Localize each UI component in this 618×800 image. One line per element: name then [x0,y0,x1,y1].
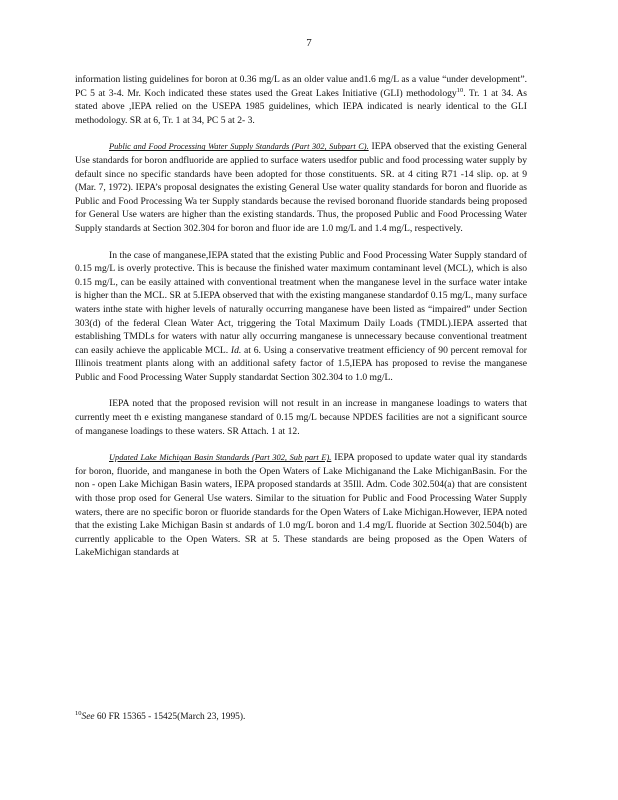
paragraph-lake-michigan [75,451,527,560]
paragraph-text: IEPA observed that the existing General Use standards for boron andfluoride are applied to surface waters usedfor public and food processing water supply by default since no specific standards have been adopted for those constituents. SR. at 4 citing R71 -14 slip. op. at 9 (Mar. 7, 1972). IEPA’s proposal designates the existing General Use water quality standards for boron and fluoride as Public and Food Processing Wa ter Supply standards because the revised boronand fluoride standards being proposed for General Use waters are higher than the existing standards. Thus, the proposed Public and Food Processing Water Supply standards at Section 302.304 for boron and fluor ide are 1.0 mg/L and 1.4 mg/L, respectively. [75,141,527,234]
section-heading-public-food-processing: Public and Food Processing Water Supply Standards (Part 302, Subpart C). [109,142,369,152]
footnote [75,709,527,722]
paragraph-text: information listing guidelines for boron at 0.36 mg/L as an older value and1.6 mg/L as a value “under development”. PC 5 at 3-4. Mr. Koch indicated these states used the Great Lakes Initiative (GLI) methodology [75,74,527,99]
page-number: 7 [306,37,312,49]
paragraph-gli-methodology [75,73,527,127]
paragraph-text-continued: at 6. Using a conservative treatment efficiency of 90 percent removal for Illinois treatment plants along with an additional safety factor of 1.5,IEPA has proposed to revise the manganese Public and Food Processing Water Supply standardat Section 302.304 to 1.0 mg/L. [75,344,527,383]
footnote-number: 10 [75,709,82,717]
paragraph-text: In the case of manganese,IEPA stated that the existing Public and Food Processing Water Supply standard of 0.15 mg/L is overly protective. This is because the finished water maximum contaminant level (MCL), which is also 0.15 mg/L, can be easily attained with conventional treatment when the manganese level in the surface water intake is higher than the MCL. SR at 5.IEPA observed that with the existing manganese standardof 0.15 mg/L, many surface waters inthe state with higher levels of naturally occurring manganese have been listed as “impaired” under Section 303(d) of the federal Clean Water Act, triggering the Total Maximum Daily Loads (TMDL).IEPA asserted that establishing TMDLs for waters with natur ally occurring manganese is unnecessary because conventional treatment can easily achieve the applicable MCL. [75,249,527,356]
paragraph-text-continued: . Tr. 1 at 34. As stated above ,IEPA relied on the USEPA 1985 guidelines, which IEPA indicated is nearly identical to the GLI methodology. SR at 6, Tr. 1 at 34, PC 5 at 2- 3. [75,87,527,126]
paragraph-public-food-processing [75,140,527,235]
footnote-see: See [81,712,95,722]
document-body [75,73,527,573]
footnote-reference: 10 [456,86,464,94]
paragraph-manganese-loadings: IEPA noted that the proposed revision will not result in an increase in manganese loadings to waters that currently meet th e existing manganese standard of 0.15 mg/L because NPDES facilities are not a significant source of manganese loadings to these waters. SR Attach. 1 at 12. [75,398,527,437]
paragraph-text: IEPA proposed to update water qual ity standards for boron, fluoride, and manganese in both the Open Waters of Lake Michiganand the Lake MichiganBasin. For the non - open Lake Michigan Basin waters, IEPA proposed standards at 35Ill. Adm. Code 302.504(a) that are consistent with those prop osed for General Use waters. Similar to the situation for Public and Food Processing Water Supply waters, there are no specific boron or fluoride standards for the Open Waters of Lake Michigan.However, IEPA noted that the existing Lake Michigan Basin st andards of 1.0 mg/L boron and 1.4 mg/L fluoride at Section 302.504(b) are currently applicable to the Open Waters. SR at 5. These standards are being proposed as the Open Waters of LakeMichigan standards at [75,452,527,559]
paragraph-manganese [75,249,527,385]
section-heading-lake-michigan: Updated Lake Michigan Basin Standards (Part 302, Sub part E). [109,453,332,463]
citation-id: Id. [230,344,242,356]
footnote-text: 60 FR 15365 - 15425(March 23, 1995). [94,712,246,722]
